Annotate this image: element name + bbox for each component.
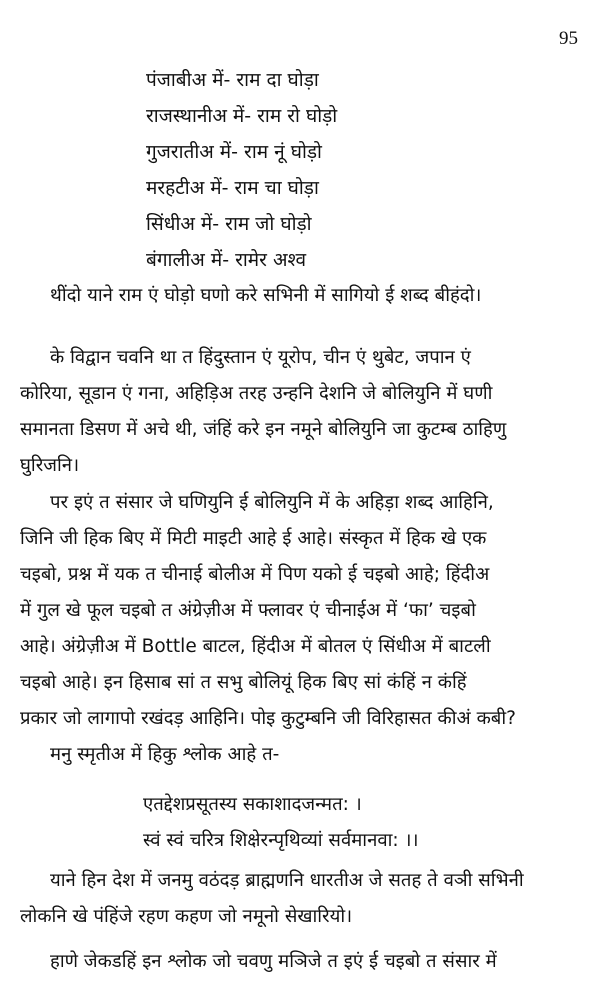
- paragraph-4: [20, 737, 580, 773]
- paragraph-line: मनु स्मृतीअ में हिकु श्लोक आहे त-: [50, 744, 280, 765]
- paragraph-line: आहे। अंग्रेज़ीअ में Bottle बाटल, हिंदीअ में बोतल एं सिंधीअ में बाटली: [20, 636, 491, 657]
- paragraph-line: घुरिजनि।: [20, 455, 80, 476]
- paragraph-line: प्रकार जो लागापो रखंदड़ आहिनि। पोइ कुटुम्बनि जी विरिहासत कीअं कबी?: [20, 708, 516, 729]
- paragraph-3: [20, 485, 580, 737]
- paragraph-line: समानता डिसण में अचे थी, जंहिं करे इन नमूने बोलियुनि जा कुटम्ब ठाहिणु: [20, 419, 507, 440]
- paragraph-line: कोरिया, सूडान एं गना, अहिड़िअ तरह उन्हनि देशनि जे बोलियुनि में घणी: [20, 383, 493, 404]
- verse-line-1: एतद्देशप्रसूतस्य सकाशादजन्मत: ।: [143, 794, 362, 815]
- paragraph-line: के विद्वान चवनि था त हिंदुस्तान एं यूरोप, चीन एं थुबेट, जपान एं: [50, 347, 471, 368]
- language-example-sindhi: सिंधीअ में- राम जो घोड़ो: [146, 213, 312, 235]
- paragraph-6: [20, 944, 580, 980]
- sanskrit-verse: [143, 787, 419, 859]
- language-example-bengali: बंगालीअ में- रामेर अश्व: [146, 249, 307, 271]
- language-example-marathi: मरहटीअ में- राम चा घोड़ा: [146, 177, 319, 199]
- paragraph-line: पर इएं त संसार जे घणियुनि ई बोलियुनि में के अहिड़ा शब्द आहिनि,: [50, 492, 494, 513]
- paragraph-line: थींदो याने राम एं घोड़ो घणो करे सभिनी में सागियो ई शब्द बीहंदो।: [50, 285, 482, 306]
- paragraph-5: [20, 863, 580, 935]
- paragraph-1: [20, 278, 580, 314]
- paragraph-2: [20, 340, 580, 484]
- paragraph-line: चइबो आहे। इन हिसाब सां त सभु बोलियूं हिक बिए सां कंहिं न कंहिं: [20, 672, 467, 693]
- verse-line-2: स्वं स्वं चरित्र शिक्षेरन्पृथिव्यां सर्वमानवा: ।।: [143, 830, 419, 851]
- paragraph-line: याने हिन देश में जनमु वठंदड़ ब्राह्मणनि धारतीअ जे सतह ते वञी सभिनी: [50, 870, 524, 891]
- language-example-rajasthani: राजस्थानीअ में- राम रो घोड़ो: [146, 105, 338, 127]
- paragraph-line: लोकनि खे पंहिंजे रहण कहण जो नमूनो सेखारियो।: [20, 906, 353, 927]
- language-example-list: [146, 62, 337, 278]
- paragraph-line: हाणे जेकडहिं इन श्लोक जो चवणु मञिजे त इएं ई चइबो त संसार में: [50, 951, 497, 972]
- page-number: 95: [559, 28, 578, 49]
- paragraph-line: जिनि जी हिक बिए में मिटी माइटी आहे ई आहे। संस्कृत में हिक खे एक: [20, 528, 487, 549]
- language-example-punjabi: पंजाबीअ में- राम दा घोड़ा: [146, 69, 319, 91]
- paragraph-line: चइबो, प्रश्न में यक त चीनाई बोलीअ में पिण यको ई चइबो आहे; हिंदीअ: [20, 564, 490, 585]
- language-example-gujarati: गुजरातीअ में- राम नूं घोड़ो: [146, 141, 322, 163]
- paragraph-line: में गुल खे फूल चइबो त अंग्रेज़ीअ में फ्लावर एं चीनाईअ में ‘फा’ चइबो: [20, 600, 476, 621]
